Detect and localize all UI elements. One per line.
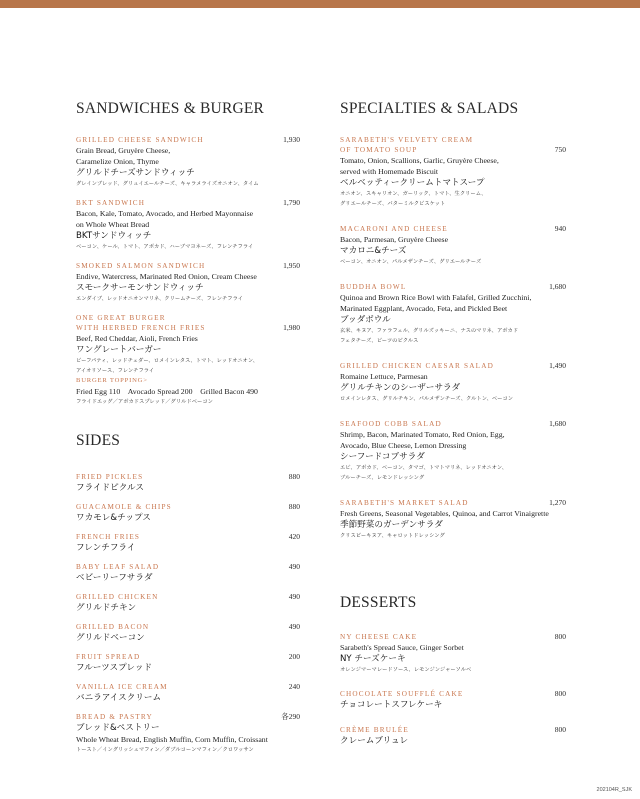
item-name: FRIED PICKLES xyxy=(76,473,144,481)
item-desc-jp: ビーフパティ、レッドチェダー、ロメインレタス、トマト、レッドオニオン、 xyxy=(76,358,259,364)
item-desc: Caramelize Onion, Thyme xyxy=(76,157,159,166)
menu-item xyxy=(76,682,300,712)
item-name-jp: ブッダボウル xyxy=(340,315,391,325)
item-price: 1,950 xyxy=(283,261,300,270)
item-name: CHOCOLATE SOUFFLÉ CAKE xyxy=(340,690,464,698)
item-desc-jp: グリエールチーズ、バターミルクビスケット xyxy=(340,201,446,207)
menu-item xyxy=(76,592,300,622)
item-name-jp: グリルドベーコン xyxy=(76,633,145,643)
item-price: 240 xyxy=(288,682,300,691)
toppings-list-jp: フライドエッグ／アボカドスプレッド／グリルドベーコン xyxy=(76,399,213,405)
item-name-jp: フライドピクルス xyxy=(76,483,144,493)
item-desc: Romaine Lettuce, Parmesan xyxy=(340,372,428,381)
menu-item xyxy=(76,313,300,407)
item-desc-jp: オニオン、スキャリオン、ガーリック、トマト、生クリーム、 xyxy=(340,191,487,197)
item-desc-jp: ロメインレタス、グリルチキン、パルメザンチーズ、クルトン、ベーコン xyxy=(340,396,514,402)
item-name-jp: グリルチキンのシーザーサラダ xyxy=(340,383,461,393)
menu-item xyxy=(340,135,566,209)
item-name-jp: グリルドチーズサンドウィッチ xyxy=(76,168,195,178)
item-desc: Bacon, Kale, Tomato, Avocado, and Herbed Mayonnaise xyxy=(76,209,254,218)
item-desc-jp: ベーコン、オニオン、パルメザンチーズ、グリエールチーズ xyxy=(340,259,482,265)
item-price: 490 xyxy=(288,562,300,571)
item-desc: Fresh Greens, Seasonal Vegetables, Quinoa, and Carrot Vinaigrette xyxy=(340,509,549,518)
sides-section xyxy=(76,432,300,755)
item-name-line2: WITH HERBED FRENCH FRIES xyxy=(76,324,206,332)
item-price: 1,680 xyxy=(549,419,566,428)
item-name: FRENCH FRIES xyxy=(76,533,141,541)
item-desc-jp: フェタチーズ、ビーツのピクルス xyxy=(340,338,419,344)
item-price: 800 xyxy=(554,632,566,641)
item-name-jp: チョコレートスフレケーキ xyxy=(340,700,443,710)
item-name: SMOKED SALMON SANDWICH xyxy=(76,262,206,270)
menu-item xyxy=(340,282,566,346)
item-name: MACARONI AND CHEESE xyxy=(340,225,448,233)
item-name: GUACAMOLE & CHIPS xyxy=(76,503,172,511)
item-desc-jp: グレインブレッド、グリュイエールチーズ、キャラメライズオニオン、タイム xyxy=(76,181,259,187)
item-name: ONE GREAT BURGER xyxy=(76,314,166,322)
section-title-specialties: SPECIALTIES & SALADS xyxy=(340,100,519,117)
item-name-jp: ベビーリーフサラダ xyxy=(76,573,153,583)
item-name: BABY LEAF SALAD xyxy=(76,563,160,571)
item-desc: Quinoa and Brown Rice Bowl with Falafel, Grilled Zucchini, xyxy=(340,293,532,302)
item-price: 420 xyxy=(288,532,300,541)
item-name: GRILLED BACON xyxy=(76,623,150,631)
item-desc: served with Homemade Biscuit xyxy=(340,167,439,176)
item-desc-jp: トースト／イングリッシュマフィン／ダブルコーンマフィン／クロワッサン xyxy=(76,747,254,753)
menu-item xyxy=(340,689,566,711)
toppings-label: BURGER TOPPING> xyxy=(76,377,148,384)
item-desc-jp: エビ、アボカド、ベーコン、タマゴ、トマトマリネ、レッドオニオン、 xyxy=(340,465,508,471)
item-price: 1,490 xyxy=(549,361,566,370)
item-desc: Sarabeth's Spread Sauce, Ginger Sorbet xyxy=(340,643,464,652)
item-name: BREAD & PASTRY xyxy=(76,713,153,721)
item-name: GRILLED CHICKEN CAESAR SALAD xyxy=(340,362,494,370)
right-column xyxy=(340,100,566,541)
desserts-section xyxy=(340,594,566,747)
item-name-jp: ベルベッティークリームトマトスープ xyxy=(340,178,485,188)
item-name: GRILLED CHEESE SANDWICH xyxy=(76,136,204,144)
item-name: BUDDHA BOWL xyxy=(340,283,407,291)
item-price: 750 xyxy=(554,145,566,154)
item-price: 880 xyxy=(288,472,300,481)
item-name-jp: クレームブリュレ xyxy=(340,736,409,746)
menu-item xyxy=(76,622,300,652)
menu-item xyxy=(76,135,300,189)
item-name-jp: ワカモレ&チップス xyxy=(76,513,151,523)
menu-item xyxy=(76,472,300,502)
item-desc: on Whole Wheat Bread xyxy=(76,220,150,229)
item-name-jp: フレンチフライ xyxy=(76,543,136,553)
item-price: 1,930 xyxy=(283,135,300,144)
item-price: 1,790 xyxy=(283,198,300,207)
item-name: SEAFOOD COBB SALAD xyxy=(340,420,442,428)
item-price: 940 xyxy=(554,224,566,233)
menu-item xyxy=(76,198,300,252)
item-name-jp: NY チーズケーキ xyxy=(340,654,406,664)
item-name: SARABETH'S MARKET SALAD xyxy=(340,499,469,507)
item-price: 800 xyxy=(554,689,566,698)
item-name: FRUIT SPREAD xyxy=(76,653,141,661)
item-price: 490 xyxy=(288,622,300,631)
item-desc: Shrimp, Bacon, Marinated Tomato, Red Onion, Egg, xyxy=(340,430,505,439)
menu-item xyxy=(340,498,566,541)
section-title-desserts: DESSERTS xyxy=(340,594,417,611)
menu-item xyxy=(76,261,300,304)
menu-item xyxy=(340,632,566,675)
item-name: VANILLA ICE CREAM xyxy=(76,683,168,691)
menu-item xyxy=(76,652,300,682)
item-name: CRÈME BRULÉE xyxy=(340,726,409,734)
item-desc-jp: ベーコン、ケール、トマト、アボカド、ハーブマヨネーズ、フレンチフライ xyxy=(76,244,254,250)
item-price: 490 xyxy=(288,592,300,601)
section-title-sides: SIDES xyxy=(76,432,121,449)
menu-item xyxy=(76,562,300,592)
item-name: BKT SANDWICH xyxy=(76,199,146,207)
menu-item xyxy=(340,419,566,483)
toppings-list: Fried Egg 110 Avocado Spread 200 Grilled Bacon 490 xyxy=(76,387,258,396)
item-name-jp: フルーツスプレッド xyxy=(76,663,153,673)
footer-code: 202104R_SJK xyxy=(596,787,632,793)
item-desc-jp: 玄米、キヌア、ファラフェル、グリルズッキーニ、ナスのマリネ、アボカド xyxy=(340,328,519,334)
item-price: 200 xyxy=(288,652,300,661)
top-accent-bar xyxy=(0,0,640,8)
item-name-jp: BKTサンドウィッチ xyxy=(76,231,152,241)
item-name-jp: バニラアイスクリーム xyxy=(76,693,162,703)
item-price: 1,980 xyxy=(283,323,300,332)
item-name: SARABETH'S VELVETY CREAM xyxy=(340,136,474,144)
item-desc: Bacon, Parmesan, Gruyère Cheese xyxy=(340,235,449,244)
item-price: 1,680 xyxy=(549,282,566,291)
item-desc: Marinated Eggplant, Avocado, Feta, and Pickled Beet xyxy=(340,304,508,313)
item-name-jp: 季節野菜のガーデンサラダ xyxy=(340,520,443,530)
item-desc-jp: エンダイブ、レッドオニオンマリネ、クリームチーズ、フレンチフライ xyxy=(76,296,244,302)
item-desc-jp: オレンジマーマレードソース、レモンジンジャーソルベ xyxy=(340,667,472,673)
item-price: 800 xyxy=(554,725,566,734)
item-name-jp: グリルドチキン xyxy=(76,603,137,613)
item-name-jp: スモークサーモンサンドウィッチ xyxy=(76,283,204,293)
menu-item xyxy=(76,532,300,562)
item-desc-jp: ブルーチーズ、レモンドレッシング xyxy=(340,475,425,481)
item-name-jp: マカロニ&チーズ xyxy=(340,246,407,256)
item-name-jp: ブレッド&ペストリー xyxy=(76,723,160,733)
item-name: GRILLED CHICKEN xyxy=(76,593,159,601)
menu-item xyxy=(340,224,566,267)
item-desc: Avocado, Blue Cheese, Lemon Dressing xyxy=(340,441,467,450)
item-price: 880 xyxy=(288,502,300,511)
item-name-line2: OF TOMATO SOUP xyxy=(340,146,418,154)
item-price: 1,270 xyxy=(549,498,566,507)
item-name-jp: シーフードコブサラダ xyxy=(340,452,425,462)
item-desc: Endive, Watercress, Marinated Red Onion, Cream Cheese xyxy=(76,272,257,281)
item-price: 各290 xyxy=(281,712,300,721)
item-desc-jp: クリスピーキヌア、キャロットドレッシング xyxy=(340,533,445,539)
item-name: NY CHEESE CAKE xyxy=(340,633,418,641)
menu-item xyxy=(340,361,566,404)
menu-item xyxy=(340,725,566,747)
item-desc: Whole Wheat Bread, English Muffin, Corn Muffin, Croissant xyxy=(76,735,268,744)
menu-item xyxy=(76,712,300,755)
left-column xyxy=(76,100,300,407)
item-name-jp: ワングレートバーガー xyxy=(76,345,162,355)
menu-item xyxy=(76,502,300,532)
section-title-sandwiches: SANDWICHES & BURGER xyxy=(76,100,265,117)
item-desc: Beef, Red Cheddar, Aioli, French Fries xyxy=(76,334,198,343)
item-desc-jp: アイオリソース、フレンチフライ xyxy=(76,368,155,374)
item-desc: Tomato, Onion, Scallions, Garlic, Gruyère Cheese, xyxy=(340,156,499,165)
item-desc: Grain Bread, Gruyère Cheese, xyxy=(76,146,171,155)
